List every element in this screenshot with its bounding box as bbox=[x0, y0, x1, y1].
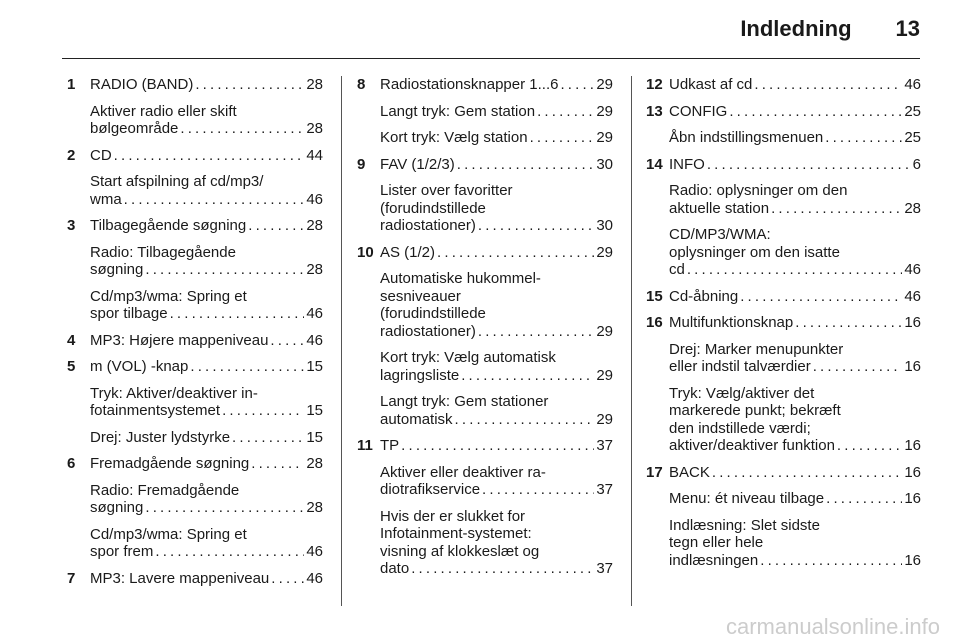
index-subentry bbox=[646, 385, 921, 455]
column-3 bbox=[646, 76, 921, 569]
leader-dots bbox=[478, 217, 594, 235]
leader-dots bbox=[457, 156, 595, 174]
index-subentry bbox=[357, 393, 613, 428]
entry-label: automatisk bbox=[380, 410, 453, 428]
page-reference[interactable]: 46 bbox=[306, 569, 323, 587]
page-reference[interactable]: 29 bbox=[596, 322, 613, 340]
leader-dots bbox=[124, 191, 305, 209]
entry-text: Langt tryk: Gem stationer bbox=[380, 393, 549, 410]
page-reference[interactable]: 30 bbox=[596, 217, 613, 234]
entry-label: aktuelle station bbox=[669, 199, 770, 217]
entry-line bbox=[669, 156, 921, 174]
header-rule bbox=[62, 58, 920, 59]
leader-dots bbox=[537, 103, 594, 121]
entry-text: (forudindstillede bbox=[380, 199, 486, 217]
entry-label: Langt tryk: Gem station bbox=[380, 102, 536, 120]
entry-label: aktiver/deaktiver funktion bbox=[669, 437, 835, 454]
index-subentry bbox=[67, 103, 323, 138]
entry-label: m (VOL) -knap bbox=[90, 358, 189, 375]
entry-line bbox=[380, 560, 613, 578]
page-reference[interactable]: 46 bbox=[306, 305, 323, 322]
page-reference[interactable]: 29 bbox=[596, 410, 613, 428]
watermark: carmanualsonline.info bbox=[725, 614, 940, 639]
entry-line bbox=[669, 76, 921, 94]
leader-dots bbox=[482, 481, 594, 499]
entry-line bbox=[669, 464, 921, 482]
entry-label: Fremadgående søgning bbox=[90, 455, 250, 472]
page-reference[interactable]: 29 bbox=[596, 129, 613, 146]
entry-text: Aktiver radio eller skift bbox=[90, 102, 237, 120]
entry-line bbox=[90, 455, 323, 473]
index-entry bbox=[357, 437, 613, 455]
leader-dots bbox=[826, 490, 902, 508]
page-reference[interactable]: 30 bbox=[596, 155, 613, 173]
entry-label: indlæsningen bbox=[669, 551, 759, 569]
index-entry bbox=[646, 314, 921, 332]
leader-dots bbox=[401, 437, 594, 455]
index-entry bbox=[357, 76, 613, 94]
index-entry bbox=[67, 147, 323, 165]
item-number: 8 bbox=[357, 76, 366, 93]
leader-dots bbox=[155, 543, 304, 561]
page-reference[interactable]: 28 bbox=[306, 499, 323, 516]
page-title: Indledning bbox=[740, 16, 852, 41]
page-reference[interactable]: 29 bbox=[596, 366, 613, 384]
index-entry bbox=[357, 244, 613, 262]
entry-line bbox=[669, 288, 921, 306]
page-reference[interactable]: 16 bbox=[904, 437, 921, 454]
leader-dots bbox=[530, 129, 595, 147]
item-number: 7 bbox=[67, 569, 76, 587]
entry-line bbox=[380, 437, 613, 455]
index-subentry bbox=[357, 349, 613, 384]
page-reference[interactable]: 46 bbox=[904, 287, 921, 305]
leader-dots bbox=[145, 261, 304, 279]
leader-dots bbox=[687, 261, 902, 279]
entry-text: Tryk: Vælg/aktiver det bbox=[669, 384, 815, 402]
page-reference[interactable]: 25 bbox=[904, 129, 921, 146]
entry-label: CONFIG bbox=[669, 102, 728, 120]
entry-text: oplysninger om den isatte bbox=[669, 243, 840, 261]
entry-text: den indstillede værdi; bbox=[669, 419, 811, 437]
entry-line bbox=[90, 543, 323, 561]
column-1 bbox=[67, 76, 323, 587]
leader-dots bbox=[560, 76, 594, 94]
leader-dots bbox=[232, 429, 304, 447]
entry-line bbox=[669, 490, 921, 508]
column-divider bbox=[341, 76, 342, 606]
entry-label: BACK bbox=[669, 463, 710, 481]
entry-line bbox=[90, 147, 323, 165]
index-subentry bbox=[646, 129, 921, 147]
entry-label: radiostationer) bbox=[380, 322, 476, 340]
entry-label: MP3: Højere mappeniveau bbox=[90, 331, 269, 349]
item-number: 13 bbox=[646, 102, 663, 120]
entry-line bbox=[669, 129, 921, 147]
entry-line bbox=[380, 76, 613, 94]
entry-label: bølgeområde bbox=[90, 120, 179, 137]
index-subentry bbox=[67, 482, 323, 517]
index-subentry bbox=[67, 244, 323, 279]
page-reference[interactable]: 28 bbox=[306, 76, 323, 93]
entry-text: Cd/mp3/wma: Spring et bbox=[90, 287, 247, 305]
entry-text: markerede punkt; bekræft bbox=[669, 402, 841, 419]
entry-text: Cd/mp3/wma: Spring et bbox=[90, 525, 247, 543]
index-subentry bbox=[646, 490, 921, 508]
entry-label: Åbn indstillingsmenuen bbox=[669, 129, 824, 146]
entry-line bbox=[90, 499, 323, 517]
entry-line bbox=[90, 332, 323, 350]
entry-line bbox=[669, 358, 921, 376]
page-reference[interactable]: 15 bbox=[306, 428, 323, 446]
item-number: 10 bbox=[357, 243, 374, 261]
index-entry bbox=[646, 156, 921, 174]
item-number: 14 bbox=[646, 155, 663, 173]
index-entry bbox=[646, 76, 921, 94]
entry-text: Start afspilning af cd/mp3/ bbox=[90, 173, 264, 190]
entry-label: Cd-åbning bbox=[669, 287, 739, 305]
entry-label: RADIO (BAND) bbox=[90, 76, 194, 93]
entry-label: søgning bbox=[90, 261, 144, 278]
item-number: 16 bbox=[646, 314, 663, 331]
entry-label: lagringsliste bbox=[380, 366, 460, 384]
index-subentry bbox=[67, 173, 323, 208]
entry-label: Tilbagegående søgning bbox=[90, 217, 247, 234]
entry-line bbox=[90, 191, 323, 209]
entry-text: tegn eller hele bbox=[669, 534, 764, 551]
page-reference[interactable]: 46 bbox=[904, 261, 921, 278]
entry-label: Menu: ét niveau tilbage bbox=[669, 490, 825, 507]
entry-label: AS (1/2) bbox=[380, 243, 436, 261]
entry-line bbox=[90, 76, 323, 94]
page-reference[interactable]: 16 bbox=[904, 314, 921, 331]
entry-text: Tryk: Aktiver/deaktiver in- bbox=[90, 384, 258, 402]
leader-dots bbox=[825, 129, 902, 147]
page-reference[interactable]: 37 bbox=[596, 437, 613, 454]
page-reference[interactable]: 46 bbox=[904, 76, 921, 93]
index-entry bbox=[357, 156, 613, 174]
entry-line bbox=[380, 217, 613, 235]
index-entry bbox=[646, 464, 921, 482]
item-number: 17 bbox=[646, 463, 663, 481]
column-2 bbox=[357, 76, 613, 578]
entry-label: søgning bbox=[90, 499, 144, 516]
index-subentry bbox=[67, 429, 323, 447]
page-reference[interactable]: 16 bbox=[904, 551, 921, 569]
leader-dots bbox=[411, 560, 594, 578]
page-reference[interactable]: 16 bbox=[904, 463, 921, 481]
item-number: 6 bbox=[67, 455, 76, 472]
index-entry bbox=[67, 358, 323, 376]
entry-text: visning af klokkeslæt og bbox=[380, 542, 540, 560]
leader-dots bbox=[461, 367, 594, 385]
entry-label: Radiostationsknapper 1...6 bbox=[380, 76, 559, 93]
page-reference[interactable]: 6 bbox=[912, 155, 921, 173]
leader-dots bbox=[222, 402, 304, 420]
entry-line bbox=[669, 314, 921, 332]
index-subentry bbox=[357, 270, 613, 340]
item-number: 3 bbox=[67, 217, 76, 234]
entry-line bbox=[380, 156, 613, 174]
page-reference[interactable]: 37 bbox=[596, 481, 613, 498]
leader-dots bbox=[771, 200, 902, 218]
index-entry bbox=[67, 217, 323, 235]
item-number: 12 bbox=[646, 76, 663, 93]
index-entry bbox=[646, 288, 921, 306]
page-reference[interactable]: 16 bbox=[904, 358, 921, 375]
leader-dots bbox=[114, 147, 305, 165]
entry-text: (forudindstillede bbox=[380, 305, 486, 322]
page-reference[interactable]: 28 bbox=[306, 261, 323, 278]
leader-dots bbox=[437, 244, 594, 262]
index-subentry bbox=[67, 288, 323, 323]
leader-dots bbox=[455, 411, 595, 429]
entry-text: Kort tryk: Vælg automatisk bbox=[380, 349, 556, 366]
index-subentry bbox=[646, 226, 921, 279]
entry-line bbox=[90, 570, 323, 588]
entry-line bbox=[90, 261, 323, 279]
entry-label: Udkast af cd bbox=[669, 76, 753, 93]
page-reference[interactable]: 46 bbox=[306, 190, 323, 208]
index-subentry bbox=[67, 526, 323, 561]
index-subentry bbox=[357, 182, 613, 235]
index-entry bbox=[67, 332, 323, 350]
page-reference[interactable]: 46 bbox=[306, 543, 323, 560]
page-reference[interactable]: 29 bbox=[596, 102, 613, 120]
index-subentry bbox=[357, 464, 613, 499]
entry-line bbox=[669, 103, 921, 121]
page-reference[interactable]: 15 bbox=[306, 358, 323, 375]
leader-dots bbox=[248, 217, 304, 235]
entry-label: eller indstil talværdier bbox=[669, 358, 811, 375]
page-reference[interactable]: 44 bbox=[306, 146, 323, 164]
entry-text: CD/MP3/WMA: bbox=[669, 226, 771, 243]
entry-line bbox=[380, 103, 613, 121]
index-subentry bbox=[67, 385, 323, 420]
item-number: 9 bbox=[357, 155, 366, 173]
entry-label: TP bbox=[380, 437, 400, 454]
page-reference[interactable]: 28 bbox=[904, 199, 921, 217]
item-number: 5 bbox=[67, 358, 76, 375]
entry-label: INFO bbox=[669, 155, 705, 173]
leader-dots bbox=[712, 464, 902, 482]
leader-dots bbox=[795, 314, 902, 332]
leader-dots bbox=[754, 76, 902, 94]
entry-text: Radio: oplysninger om den bbox=[669, 182, 848, 199]
entry-line bbox=[380, 244, 613, 262]
entry-line bbox=[90, 120, 323, 138]
page-reference[interactable]: 28 bbox=[306, 217, 323, 234]
item-number: 2 bbox=[67, 146, 76, 164]
entry-line bbox=[380, 481, 613, 499]
entry-label: Drej: Juster lydstyrke bbox=[90, 428, 231, 446]
entry-line bbox=[669, 261, 921, 279]
entry-label: Kort tryk: Vælg station bbox=[380, 129, 528, 146]
leader-dots bbox=[813, 358, 903, 376]
entry-text: sesniveauer bbox=[380, 287, 461, 305]
entry-line bbox=[669, 552, 921, 570]
item-number: 4 bbox=[67, 331, 76, 349]
entry-line bbox=[380, 323, 613, 341]
entry-line bbox=[90, 217, 323, 235]
index-subentry bbox=[357, 508, 613, 578]
column-divider bbox=[631, 76, 632, 606]
entry-label: diotrafikservice bbox=[380, 481, 481, 498]
entry-label: MP3: Lavere mappeniveau bbox=[90, 569, 270, 587]
page-reference[interactable]: 28 bbox=[306, 455, 323, 472]
entry-line bbox=[380, 129, 613, 147]
entry-line bbox=[90, 402, 323, 420]
entry-text: Automatiske hukommel- bbox=[380, 270, 541, 287]
leader-dots bbox=[837, 437, 902, 455]
entry-line bbox=[90, 429, 323, 447]
entry-label: radiostationer) bbox=[380, 217, 476, 234]
entry-label: spor tilbage bbox=[90, 305, 168, 322]
entry-label: spor frem bbox=[90, 543, 154, 560]
entry-line bbox=[669, 200, 921, 218]
entry-text: Infotainment-systemet: bbox=[380, 525, 532, 542]
page-reference[interactable]: 28 bbox=[306, 120, 323, 137]
index-entry bbox=[67, 570, 323, 588]
entry-label: fotainmentsystemet bbox=[90, 402, 221, 419]
leader-dots bbox=[740, 288, 902, 306]
leader-dots bbox=[707, 156, 911, 174]
entry-text: Radio: Tilbagegående bbox=[90, 243, 236, 261]
index-subentry bbox=[646, 517, 921, 570]
entry-label: CD bbox=[90, 146, 112, 164]
entry-text: Hvis der er slukket for bbox=[380, 507, 526, 525]
leader-dots bbox=[270, 332, 304, 350]
entry-text: Radio: Fremadgående bbox=[90, 481, 240, 499]
entry-line bbox=[90, 305, 323, 323]
leader-dots bbox=[180, 120, 304, 138]
entry-label: dato bbox=[380, 560, 410, 577]
entry-line bbox=[380, 367, 613, 385]
index-subentry bbox=[357, 129, 613, 147]
leader-dots bbox=[170, 305, 305, 323]
leader-dots bbox=[760, 552, 902, 570]
page-reference[interactable]: 29 bbox=[596, 243, 613, 261]
leader-dots bbox=[478, 323, 594, 341]
page-number: 13 bbox=[895, 16, 920, 41]
page-reference[interactable]: 16 bbox=[904, 490, 921, 507]
entry-text: Indlæsning: Slet sidste bbox=[669, 516, 820, 534]
entry-line bbox=[669, 437, 921, 455]
entry-text: Drej: Marker menupunkter bbox=[669, 340, 844, 358]
leader-dots bbox=[145, 499, 304, 517]
page-header bbox=[740, 16, 920, 42]
leader-dots bbox=[729, 103, 902, 121]
item-number: 15 bbox=[646, 287, 663, 305]
leader-dots bbox=[190, 358, 304, 376]
leader-dots bbox=[195, 76, 304, 94]
entry-label: wma bbox=[90, 190, 122, 208]
index-entry bbox=[67, 455, 323, 473]
index-subentry bbox=[646, 341, 921, 376]
entry-line bbox=[380, 411, 613, 429]
item-number: 1 bbox=[67, 76, 76, 93]
entry-label: FAV (1/2/3) bbox=[380, 155, 455, 173]
leader-dots bbox=[271, 570, 304, 588]
index-entry bbox=[646, 103, 921, 121]
page-reference[interactable]: 25 bbox=[904, 102, 921, 120]
index-entry bbox=[67, 76, 323, 94]
entry-label: Multifunktionsknap bbox=[669, 314, 794, 331]
entry-label: cd bbox=[669, 261, 685, 278]
page-reference[interactable]: 15 bbox=[306, 402, 323, 419]
entry-text: Lister over favoritter bbox=[380, 182, 513, 199]
entry-text: Aktiver eller deaktiver ra- bbox=[380, 463, 546, 481]
page-reference[interactable]: 29 bbox=[596, 76, 613, 93]
page-reference[interactable]: 46 bbox=[306, 331, 323, 349]
leader-dots bbox=[251, 455, 304, 473]
page-reference[interactable]: 37 bbox=[596, 560, 613, 577]
entry-line bbox=[90, 358, 323, 376]
item-number: 11 bbox=[357, 437, 373, 454]
index-subentry bbox=[357, 103, 613, 121]
index-subentry bbox=[646, 182, 921, 217]
